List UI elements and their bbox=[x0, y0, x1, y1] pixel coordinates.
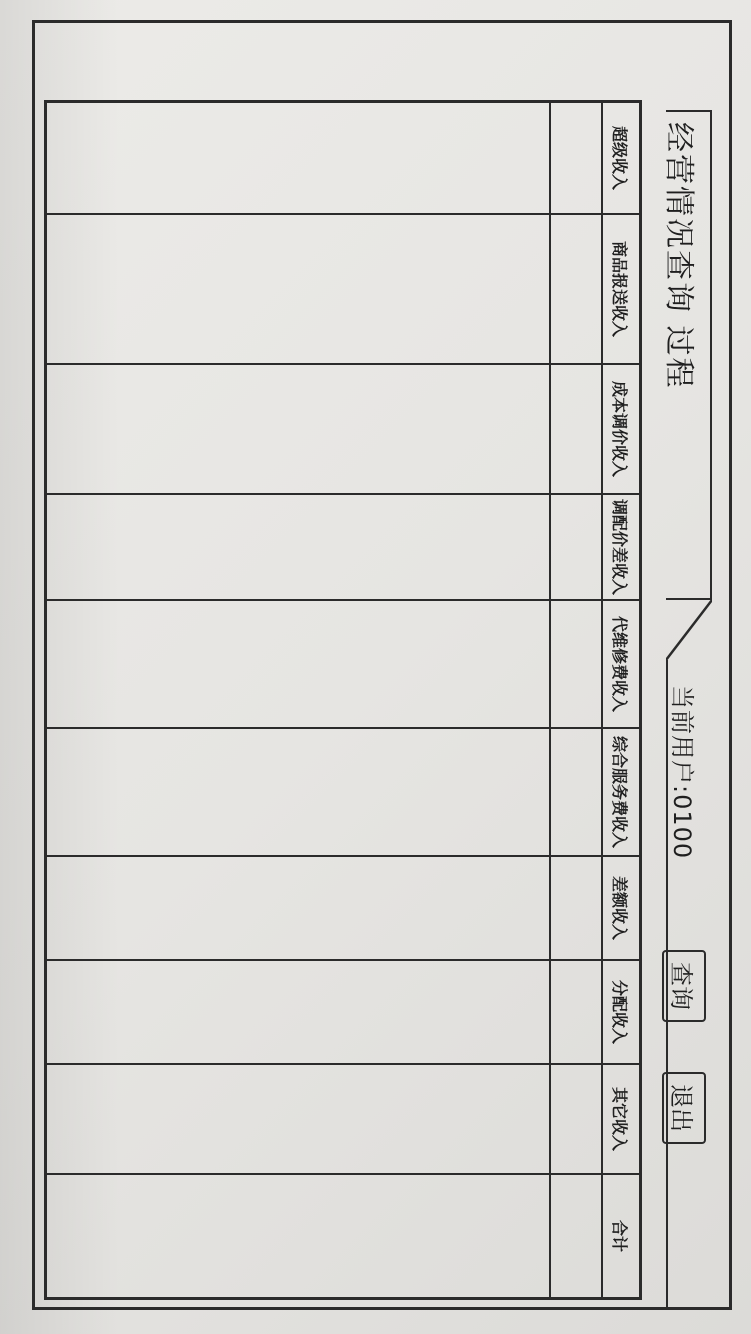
table-column bbox=[47, 1175, 603, 1297]
column-header: 调配价差收入 bbox=[603, 495, 639, 601]
column-header: 合计 bbox=[610, 1219, 630, 1252]
column-header: 其它收入 bbox=[603, 1065, 639, 1175]
row-divider bbox=[549, 857, 551, 959]
column-header: 分配收入 bbox=[603, 961, 639, 1065]
table-column bbox=[47, 961, 603, 1065]
row-divider bbox=[549, 1065, 551, 1173]
column-header: 商品报送收入 bbox=[603, 215, 639, 365]
rotated-sketch-canvas bbox=[32, 20, 732, 1310]
row-divider bbox=[549, 365, 551, 493]
row-divider bbox=[549, 961, 551, 1063]
column-header: 代维修费收入 bbox=[603, 601, 639, 729]
current-user-label: 当前用户:0100 bbox=[668, 685, 696, 860]
table-column bbox=[47, 857, 603, 961]
table-column bbox=[47, 103, 603, 215]
row-divider bbox=[549, 601, 551, 727]
query-button[interactable]: 查询 bbox=[662, 950, 706, 1022]
table-column bbox=[47, 601, 603, 729]
column-header: 差额收入 bbox=[603, 857, 639, 961]
table-header-row bbox=[601, 103, 639, 1297]
row-divider bbox=[549, 495, 551, 599]
row-divider bbox=[549, 1175, 551, 1297]
income-table bbox=[44, 100, 642, 1300]
exit-button[interactable]: 退出 bbox=[662, 1072, 706, 1144]
row-divider bbox=[549, 215, 551, 363]
table-column bbox=[47, 729, 603, 857]
row-divider bbox=[549, 729, 551, 855]
column-header: 超级收入 bbox=[603, 103, 639, 215]
tab-edge bbox=[666, 600, 712, 660]
row-divider bbox=[549, 103, 551, 213]
tab-title: 经营情况查询 过程 bbox=[661, 122, 696, 390]
table-column bbox=[47, 215, 603, 365]
table-column bbox=[47, 365, 603, 495]
table-column bbox=[47, 495, 603, 601]
column-header: 综合服务费收入 bbox=[603, 729, 639, 857]
tab-business-query[interactable] bbox=[661, 110, 712, 600]
table-column bbox=[47, 1065, 603, 1175]
column-header: 成本调价收入 bbox=[603, 365, 639, 495]
table-body bbox=[47, 103, 603, 1297]
